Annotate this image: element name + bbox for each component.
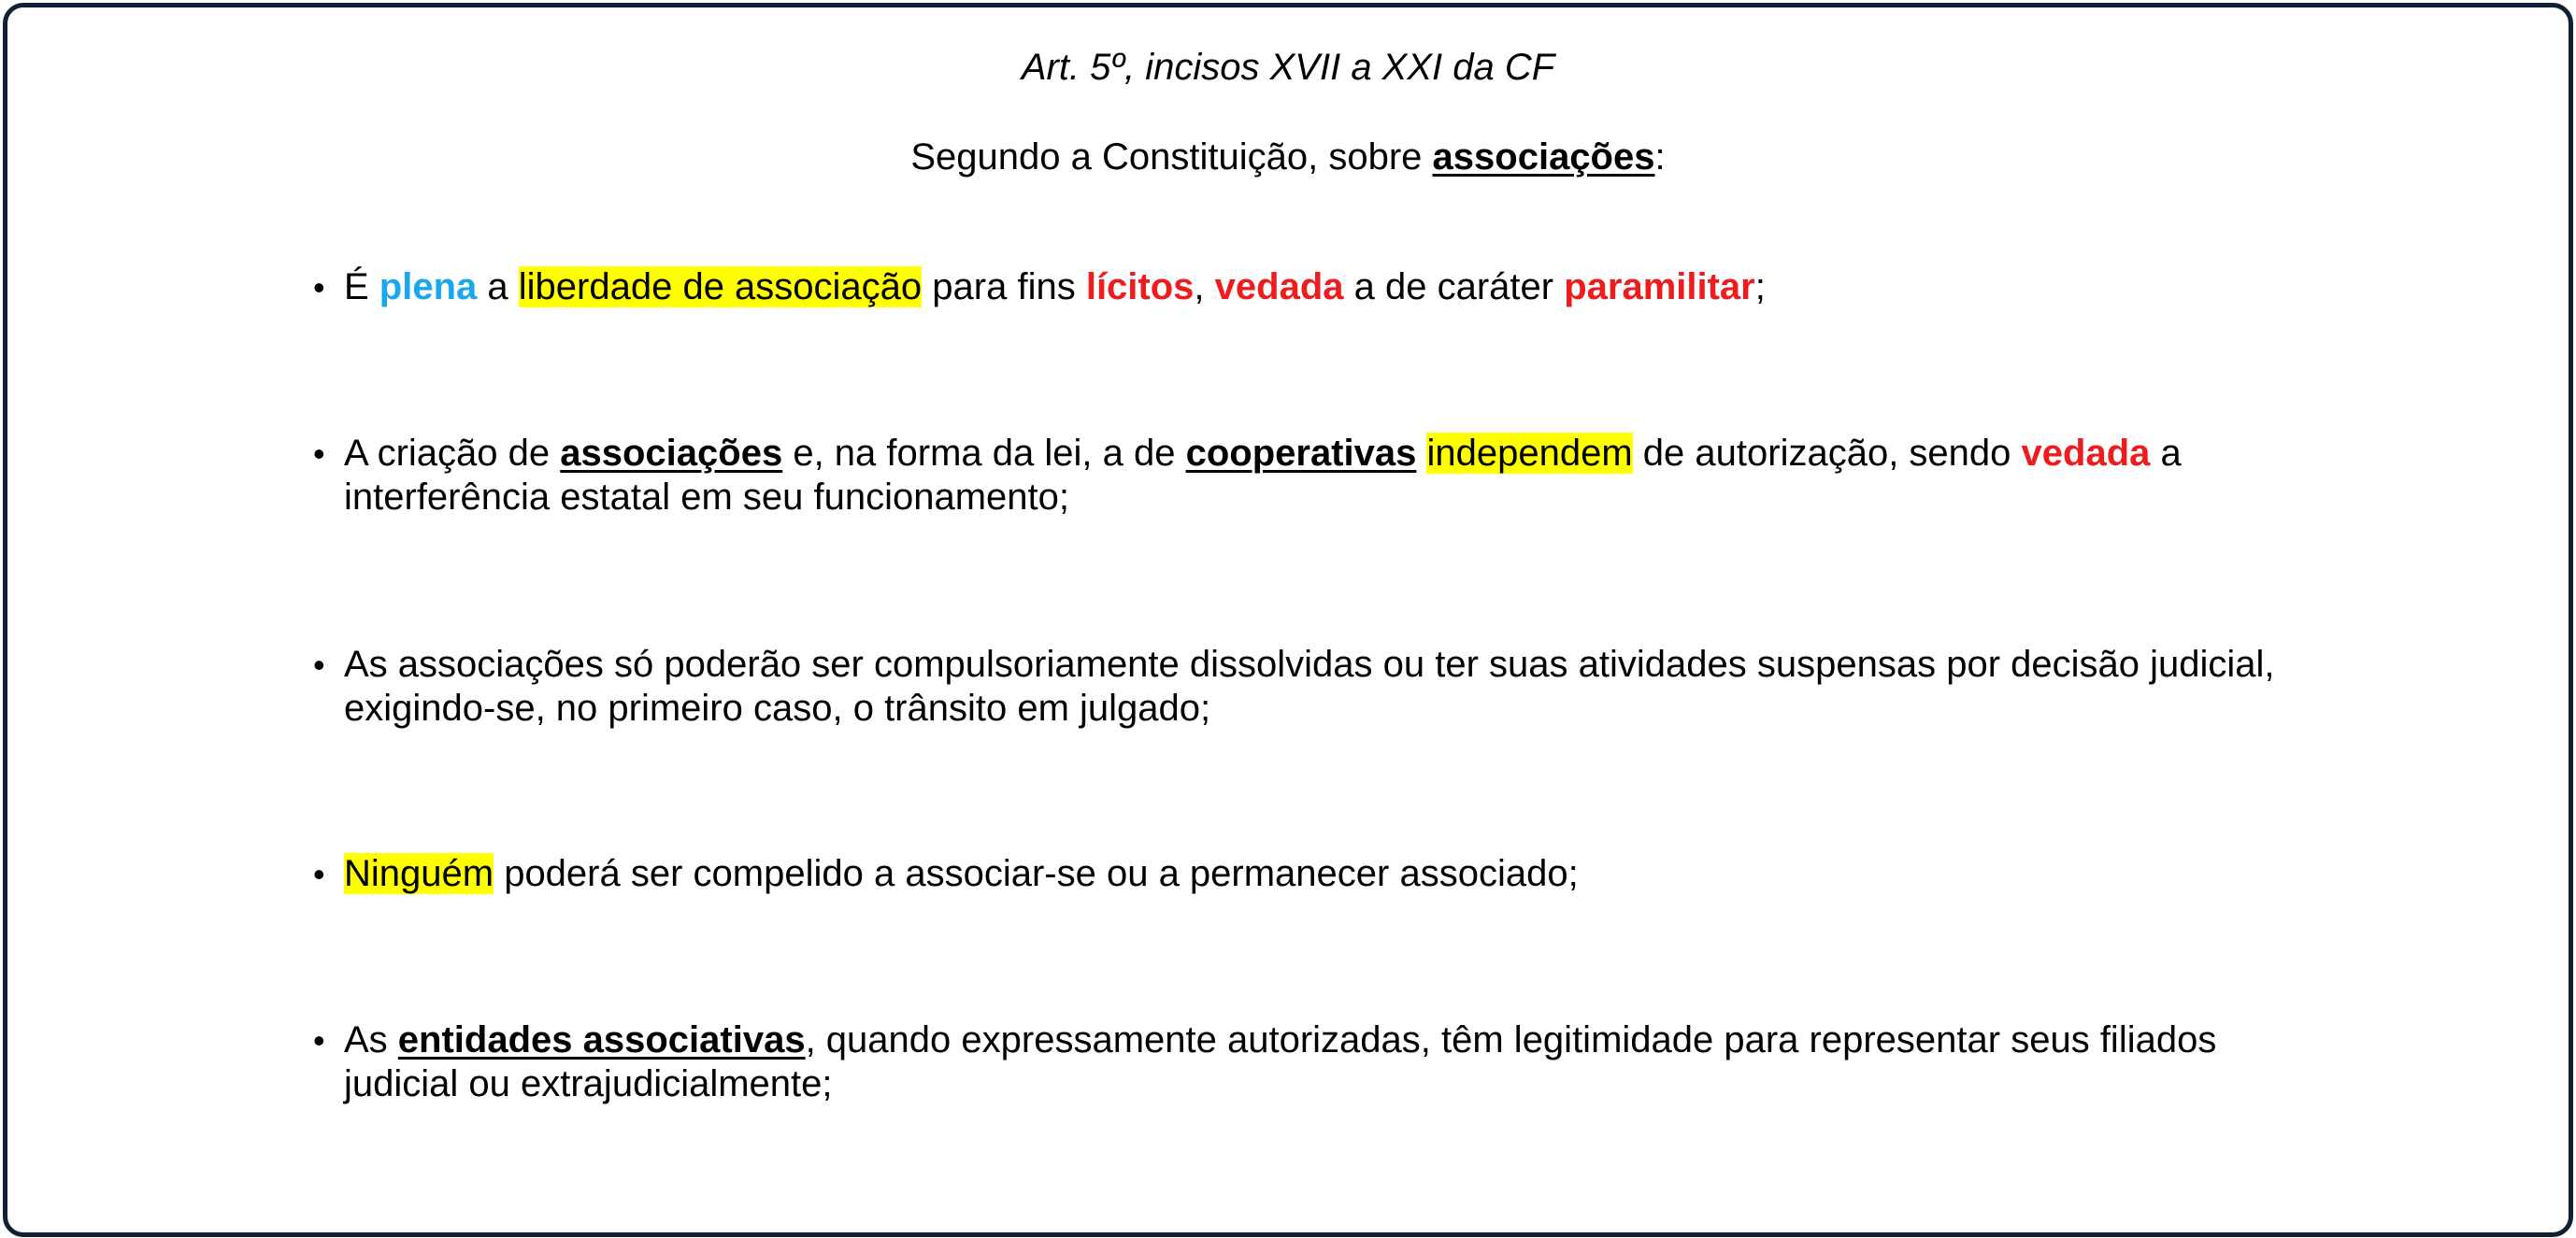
list-item-1 — [313, 265, 2326, 309]
list-item-4 — [313, 852, 2326, 896]
highlight-ninguem: Ninguém — [344, 853, 494, 894]
emphasis-vedada: vedada — [1214, 266, 1344, 307]
text-segment: A criação de — [344, 433, 561, 474]
text-segment: a interferência estatal em seu funcionamento; — [344, 433, 2182, 518]
emphasis-paramilitar: paramilitar — [1564, 266, 1755, 307]
bullet-icon: • — [313, 268, 325, 306]
text-segment: ; — [1754, 266, 1766, 307]
emphasis-licitos: lícitos — [1085, 266, 1195, 307]
text-segment: poderá ser compelido a associar-se ou a permanecer associado; — [494, 853, 1579, 894]
document-frame — [3, 3, 2573, 1237]
intro-emphasis: associações — [1432, 136, 1655, 178]
text-segment: de autorização, sendo — [1632, 433, 2022, 474]
emphasis-cooperativas: cooperativas — [1185, 433, 1417, 474]
highlight-independem: independem — [1426, 433, 1633, 474]
highlight-plena: plena — [379, 266, 478, 307]
list-item-2 — [313, 432, 2326, 519]
text-segment: É — [344, 266, 379, 307]
bullet-icon: • — [313, 434, 325, 473]
text-segment: As associações só poderão ser compulsoriamente dissolvidas ou ter suas atividades suspensas por decisão judicial, exigindo-se, no primeiro caso, o trânsito em julgado; — [344, 644, 2275, 729]
document-title: Art. 5º, incisos XVII a XXI da CF — [1021, 47, 1555, 88]
bullet-icon: • — [313, 646, 325, 684]
text-segment: , quando expressamente autorizadas, têm legitimidade para representar seus filiados judicial ou extrajudicialmente; — [344, 1019, 2217, 1104]
emphasis-vedada: vedada — [2021, 433, 2151, 474]
intro-suffix: : — [1654, 136, 1666, 178]
text-segment: para fins — [922, 266, 1086, 307]
highlight-liberdade: liberdade de associação — [518, 266, 923, 307]
intro-line — [7, 135, 2569, 179]
bullet-icon: • — [313, 1021, 325, 1060]
emphasis-associacoes: associações — [560, 433, 783, 474]
intro-prefix: Segundo a Constituição, sobre — [910, 136, 1433, 178]
list-item-5 — [313, 1018, 2326, 1106]
text-segment: a de caráter — [1343, 266, 1565, 307]
text-segment: , — [1194, 266, 1215, 307]
text-segment: e, na forma da lei, a de — [782, 433, 1186, 474]
text-segment — [1416, 433, 1426, 474]
emphasis-entidades: entidades associativas — [397, 1019, 806, 1060]
list-item-3 — [313, 643, 2326, 731]
text-segment: a — [477, 266, 519, 307]
bullet-icon: • — [313, 855, 325, 893]
text-segment: As — [344, 1019, 398, 1060]
